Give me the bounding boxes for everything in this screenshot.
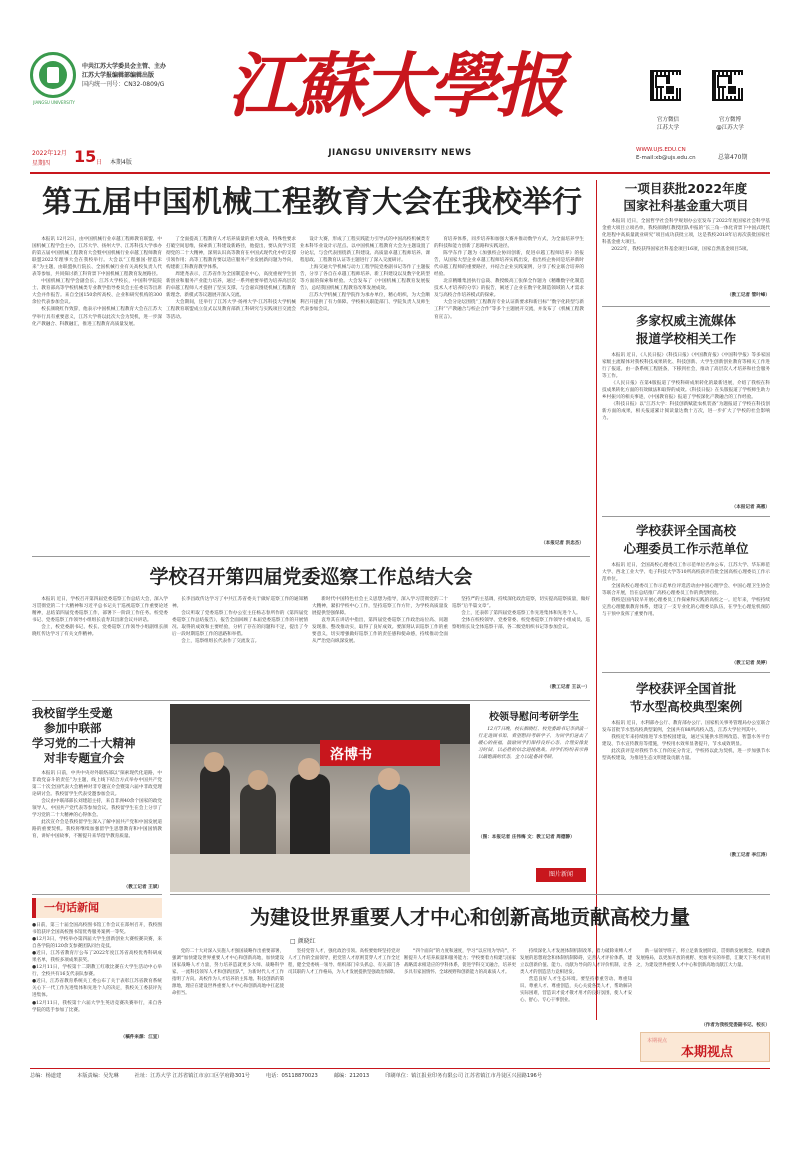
qr-code-icon	[650, 70, 681, 101]
sec3-reporter: （教工记者 王斌）	[123, 885, 162, 890]
paragraph: 中国机械工程学会副会长、江苏大学校长，中国科学院院士、教育部高等学校机械类专业教学指导委员会主任委员等出席大会并作报告。来自全国150余所高校、企业和研究机构的300余位代表参加会议。	[32, 279, 162, 306]
feature-col-1	[172, 948, 284, 1052]
website-link[interactable]: WWW.UJS.EDU.CN	[636, 147, 686, 153]
paragraph: 营造良好人才生态环境。要坚持尊重劳动、尊重知识、尊重人才、尊重创造，关心关爱各类人才，帮助解决实际困难，营造识才爱才敬才用才的良好氛围，使人才安心、舒心、专心干事创业。	[520, 977, 632, 1004]
headline-line: 节水型高校典型案例	[629, 699, 743, 714]
paragraph: 新时代中国特色社会主义思想为指导，深入学习贯彻党的二十大精神，紧扣学校中心工作，坚持巡察工作方针，为学校高质量发展提供坚强保障。	[312, 597, 448, 617]
cn-number: 国内统一刊号：CN32-0809/G	[82, 81, 165, 88]
headline-line: 参加中联部	[44, 721, 102, 735]
qr-label-text: @江苏大学	[716, 125, 744, 131]
wechat-qr	[650, 70, 681, 101]
paragraph: 我校近年来持续推进节水型校园建设，通过实施供水管网改造、智慧水务平台建设、节水宣传教育等措施，学校用水效率显著提升，节水成效明显。	[602, 735, 770, 748]
paragraph: 校长颜晓红作致辞，他表示中国机械工程教育大会在江苏大学举行具有重要意义，江苏大学将以此次大会为契机，进一步深化产教融合、科教融汇，推进工程教育高质量发展。	[32, 307, 162, 327]
paragraph: 陈学东作了题为《加强校企协同创新，促进卓越工程师培养》的报告，从国家大型企业卓越工程师培养实践出发，指出校企协同是培养新时代卓越工程师的重要路径，并结合企业实践案例，分享了校企联合培养的经验。	[434, 251, 584, 278]
paragraph: 江苏大学机械工程学院作为承办单位，精心组织，为大会顺利召开提供了有力保障。学校相关职能部门、学院负责人及师生代表参加会议。	[300, 293, 430, 313]
sec2-reporter: （教工记者 王以一）	[547, 685, 590, 690]
headline-line: 对非专题宣介会	[44, 751, 125, 765]
feature-headline: 为建设世界重要人才中心和创新高地贡献高校力量	[250, 905, 690, 929]
brief-item: ●近日，江苏省教育系统关工委公布了关于表彰江苏省教育系统关心下一代工作先进集体和先进个人的决定，我校关工委获评先进集体。	[32, 979, 162, 999]
masthead-divider	[30, 172, 770, 174]
headline-line: 国家社科基金重大项目	[623, 198, 749, 213]
qr2-label	[700, 116, 760, 132]
photo-caption	[478, 726, 588, 832]
paragraph: 全体在校校领导、党委常委、校党委巡察工作领导小组成员、巡察组组长及全体巡察干部，各二级党组织书记等参加会议。	[452, 618, 590, 631]
promo-box[interactable]	[640, 1032, 770, 1062]
lead-col-4	[434, 236, 584, 540]
headline-line: 学习党的二十大精神	[32, 736, 136, 750]
newspaper-title: 江蘇大學报	[227, 44, 563, 127]
sponsor-line: 中共江苏大学委员会主管、主办	[82, 63, 167, 70]
paragraph: 会议由中联部部长刘建超主持，来自非洲40余个国家的政党领导人、中国共产党代表等参加会议。我校留学生在会上分享了学习党的二十大精神的心得体会。	[32, 799, 162, 819]
qr-label-text: 官方微博	[718, 117, 741, 123]
right2-headline	[602, 312, 770, 348]
paragraph: 《人民日报》在第4版报道了学校科研成果转化的最新进展，介绍了我校在科技成果转化方面的有效做法和取得的成效。《科技日报》在头版报道了学校师生助力乡村振兴的相关事迹，《中国教育报》报道了学校深化产教融合的工作经验。	[602, 381, 770, 401]
paragraph: 会议听取了党委巡察工作办公室主任杨志春所作的《第四届党委巡察工作总结报告》，报告全面回顾了本届党委巡察工作的开展情况、取得的成效和主要经验，分析了存在的问题和不足，提出了今后一段时期巡察工作的思路和举措。	[172, 611, 308, 638]
promo-title: 本期视点	[681, 1045, 734, 1060]
paragraph: 本报讯 近日，全国高校心理委员工作示范单位名单公布，江苏大学、华东师范大学、西北工业大学、电子科技大学等10所高校获评首批全国高校心理委员工作示范单位。	[602, 563, 770, 583]
paragraph: 此次宣介会是我校留学生深入了解中国共产党和中国发展道路的重要契机。我校将继续加强留学生思想教育和中国国情教育，讲好中国故事，不断提升来华留学教育质量。	[32, 820, 162, 840]
sec2-headline: 学校召开第四届党委巡察工作总结大会	[149, 566, 473, 588]
briefs-header	[32, 898, 162, 918]
weekday-text: 星期四	[32, 160, 51, 167]
news-photo	[170, 704, 470, 892]
feature-col-4	[520, 948, 632, 1052]
date-block	[32, 148, 196, 170]
headline-line: 报道学校相关工作	[635, 331, 736, 346]
brief-item: ●12月3日，学校举办第四届大学生创新创业大赛校赛决赛，来自各学院的120余支参赛团队同台竞技。	[32, 937, 162, 950]
feature-col-3	[404, 948, 516, 1052]
lead-col-1	[32, 236, 162, 551]
right1-headline	[602, 180, 770, 214]
footer-duty-editor: 本版责编：吴先琳	[77, 1073, 119, 1079]
day-suffix: 日	[96, 159, 103, 166]
headline-line: 多家权威主流媒体	[635, 313, 736, 328]
paragraph: 此次获评是对我校节水工作的充分肯定，学校将以此为契机，进一步加强节水型高校建设，为推进生态文明建设贡献力量。	[602, 749, 770, 762]
paragraph: 大会分论坛围绕“工程教育专业认证新要求和新目标”“数字化转型与新工科”“产教融合与校企合作”等多个主题展开交流，并发布了《机械工程教育宣言》。	[434, 300, 584, 320]
paragraph: 北京精雕集团执行总裁、教授级高工张保全作题为《精雕数字化制造技术人才培养的分享》的报告，阐述了企业在数字化制造领域的人才需求及与高校合作培养模式的探索。	[434, 279, 584, 299]
paragraph: “四个面向”的力度和速度，学习“以应用为导向”，不断提升人才培养质量和服务能力；学校要着力构建与国家战略需求相适应的学科体系，促进学科交叉融合，培养更多具有家国情怀、全球视野和创新能力的高素质人才。	[404, 949, 516, 976]
divider	[602, 516, 770, 517]
brief-item: ●日前，第三十届全国高校图书馆工作会议在郑州召开，我校图书馆获评全国高校图书馆优秀服务案例一等奖。	[32, 923, 162, 936]
brief-item: ●12月11日，我校第十六届大学生英语竞赛决赛举行，来自各学院的选手参加了比赛。	[32, 1000, 162, 1013]
footer-print: 印刷单位：镇江报业印务有限公司 江苏省镇江市丹徒区兴园路196号	[385, 1073, 543, 1079]
photo-caption-box	[476, 704, 592, 892]
paragraph: 全国高校心理委员工作示范单位评选活动由中国心理学会、中国心理卫生协会等联合开展，旨在总结推广高校心理委员工作的典型经验。	[602, 584, 770, 597]
right2-reporter: （本报记者 高惠）	[731, 505, 770, 510]
headline-line: 一项目获批2022年度	[624, 181, 748, 196]
headline-line: 学校获评全国首批	[635, 681, 736, 696]
photo-sign-text: 洛博书	[330, 747, 372, 763]
qr-label-text: 官方微信	[656, 117, 679, 123]
day-number: 15	[74, 147, 97, 166]
photo-news-badge: 图片新闻	[536, 868, 586, 882]
right1-body	[602, 218, 770, 288]
divider	[32, 556, 590, 557]
sponsor-block	[82, 62, 166, 89]
university-logo	[30, 52, 76, 98]
right3-body	[602, 562, 770, 658]
edition-text: 本期4版	[110, 159, 132, 166]
weibo-qr	[712, 70, 743, 101]
right3-reporter: （教工记者 吴婷）	[731, 661, 770, 666]
date-text: 2022年12月	[32, 150, 67, 157]
photo-credit: （图：本报记者 庄伟梅 文：教工记者 周德静）	[478, 835, 575, 840]
lead-reporter: （本报记者 洪忠杰）	[541, 541, 584, 546]
paragraph: 会上，校党委副书记、校长、党委巡察工作领导小组副组长颜晓红传达学习了有关文件精神。	[32, 625, 168, 638]
headline-line: 我校留学生受邀	[32, 706, 113, 720]
paragraph: 周建尧表示，江苏省作为全国制造业中心，高度重视学生创新创业和服务产业能力培养，通过一系列重要举措为培养高层次的卓越工程师人才提供了坚实支撑。与会嘉宾围绕机械工程教育新理念、新模式等议题展开深入交流。	[166, 272, 296, 299]
paragraph: 本报讯 近日，全国哲学社会科学规划办公室发布了2022年度国家社会科学基金重大项目立项名单，我校颜晓红教授团队申报的“长三角一体化背景下中国式现代化进程中高质量就业研究”项目成功获批立项，这是我校2018年后再次获批国家社科基金重大项目。	[602, 219, 770, 246]
paragraph: 设计大赛，形成了工程实践能力引导式的中国高校机械类专业本科毕业设计示范点。以中国机械工程教育大会为主题设置了分论坛，与会代表围绕新工科建设、高质量卓越工程师培养、课程思政、工程教育认证等主题进行了深入交流研讨。	[300, 237, 430, 264]
paragraph: 我校是国内较早开展心理委员工作探索和实践的高校之一。近年来，学校持续完善心理健康教育体系，建设了一支专业化的心理委员队伍，在学生心理危机预防与干预中发挥了重要作用。	[602, 598, 770, 618]
issue-number: 总第470期	[718, 154, 748, 161]
sec2-col-3	[312, 596, 448, 694]
paragraph: 本报讯 日前，中共中央对外联络部以“探索现代化道路，中非政党奋斗的责任”为主题，线上线下结合方式举办中国共产党第二十次全国代表大会精神对非专题宣介会暨第六届中非政党理论研讨会。我校留学生代表受邀参加会议。	[32, 771, 162, 798]
logo-text: JIANGSU UNIVERSITY	[33, 100, 75, 105]
footer-editor: 总编：杨道建	[30, 1073, 62, 1079]
paragraph: 新一届领导班子，将立足新发展阶段，贯彻新发展理念，构建新发展格局，以更加开放的视野、更加务实的举措，汇聚天下英才而用之，为建设世界重要人才中心和创新高地贡献江大力量。	[636, 949, 770, 969]
feature-byline: □ 颜晓红	[290, 938, 316, 945]
sec3-headline	[32, 706, 162, 766]
paragraph: 党的二十大对深入实施人才强国战略作出重要部署，强调“加快建设世界重要人才中心和创新高地，加快建设国家战略人才力量，努力培养造就更多大师、战略科学家、一流科技领军人才和创新团队”，为新时代人才工作指明了方向。高校作为人才培养的主阵地、科技创新的策源地，理应在建设世界重要人才中心和创新高地中扛起使命担当。	[172, 949, 284, 997]
footer-zip: 邮编：212013	[333, 1073, 370, 1079]
lead-col-2	[166, 236, 296, 551]
right2-body	[602, 352, 770, 502]
paragraph: 《科技日报》以“江苏大学：科技创新赋能农机装备”为题报道了学校在科技创新方面的成果，相关报道累计阅读量达数十万次，进一步扩大了学校的社会影响力。	[602, 402, 770, 422]
briefs-list	[32, 922, 162, 1032]
paragraph: 本报讯 12月2日，由中国机械行业卓越工程师教育联盟、中国机械工程学会主办，江苏大学、扬州大学、江苏科技大学承办的第五届中国机械工程教育大会暨中国机械行业卓越工程师教育联盟2022年理事大会在我校举行。大会以“工程强国·智造未来”为主题，由联盟执行院长、全国机械行业有关高校负责人代表等参加，共同探讨新工科背景下中国机械工程教育发展路径。	[32, 237, 162, 278]
paragraph: 12月7日晚，校长颜晓红、校党委副书记李洪波一行走进图书馆，看望慰问考研学子，为同学们送去了暖心的祝福，鼓励同学们保持良好心态，合理安排复习时间，以必胜的信念迎接挑战。同学们纷纷表示将以最饱满的状态，全力以赴备战考研。	[478, 727, 588, 761]
qr-code-icon	[712, 70, 743, 101]
paragraph: 袁寿其在讲话中指出，第四届党委巡察工作政治站位高、问题发现准、整改推动实，取得了良好成效。要深刻认识巡察工作的重要意义，切实增强做好巡察工作的责任感和使命感，持续推动全面从严治党向纵深发展。	[312, 618, 448, 645]
newspaper-title-en: JIANGSU UNIVERSITY NEWS	[328, 148, 472, 158]
feature-col-5	[636, 948, 770, 1022]
right4-reporter: （教工记者 李江涛）	[727, 853, 770, 858]
headline-line: 心理委员工作示范单位	[623, 541, 749, 556]
sec2-col-2	[172, 596, 308, 694]
paragraph: 本报讯 近日，学校召开第四届党委巡察工作总结大会，深入学习贯彻党的二十大精神和习近平总书记关于巡视巡察工作重要论述精神，总结第四届党委巡察工作，部署下一阶段工作任务。校党委书记、党委巡察工作领导小组组长袁寿其出席会议并讲话。	[32, 597, 168, 624]
qr-label-text: 江苏大学	[656, 125, 679, 131]
sponsor-line: 江苏大学报编辑部编辑出版	[82, 72, 155, 79]
feature-col-2	[288, 948, 400, 1052]
paragraph: 2022年，我校获得国家社科基金项目16项，国家自然基金项目5项。	[611, 247, 752, 253]
paragraph: 长李昌政传达学习了中共江苏省委关于做好巡察工作的通知精神。	[172, 597, 308, 610]
footer-divider	[30, 1068, 770, 1069]
footer-phone: 电话：05118870023	[265, 1073, 318, 1079]
divider	[32, 700, 590, 701]
footer-address: 社址：江苏大学 江苏省镇江市京口区学府路301号	[134, 1073, 250, 1079]
paragraph: 会上，巡察组组长代表作了交流发言。	[181, 639, 260, 645]
paragraph: 本报讯 近日，水利部办公厅、教育部办公厅、国家机关事务管理局办公室联合发布首批节水型高校典型案例，全国共有88所高校入选，江苏大学位列其中。	[602, 721, 770, 734]
divider	[602, 672, 770, 673]
paragraph: 了全面提高工程教育人才培养质量的重大使命，特殊性要求打破空间思维，探索新工科建设新路径，他提出，要认真学习贯彻党的二十大精神，深刻认识高等教育在中国式现代化中的支撑引领作用；高等工程教育要以适应服务产业发展新问题为导向，构建新工科教育教学体系。	[166, 237, 296, 271]
email-link[interactable]: E-mail:xb@ujs.edu.cn	[636, 155, 696, 161]
sec3-body	[32, 770, 162, 882]
lead-col-3	[300, 236, 430, 551]
brief-item: ●近日，江苏省教育厅公布了2022年度江苏省高校优秀科研成果名单，我校多项成果获奖。	[32, 951, 162, 964]
paragraph: 上海交通大学机械与动力工程学院党委副书记等作了主题报告，分享了各自在卓越工程师培养、新工科建设以及数字化转型等方面的探索和经验。大会发布了《中国机械工程教育发展报告》，总结我国机械工程教育改革发展成效。	[300, 265, 430, 292]
briefs-title: 一句话新闻	[44, 901, 99, 914]
sec2-col-4	[452, 596, 590, 684]
qr1-label	[640, 116, 696, 132]
right4-body	[602, 720, 770, 850]
divider	[602, 306, 770, 307]
lead-headline: 第五届中国机械工程教育大会在我校举行	[42, 185, 582, 220]
photo-caption-title: 校领导慰问考研学生	[489, 712, 579, 723]
brief-item: ●12月11日，学校第十二期教工红歌比赛在大学生活动中心举行，全校共有16支代表队参赛。	[32, 965, 162, 978]
paragraph: 会上，还表彰了第四届党委巡察工作先进集体和先进个人。	[461, 611, 581, 617]
paragraph: 本报讯 近日，《人民日报》《科技日报》《中国教育报》《中国科学报》等多家国家级主流媒体对我校科技成果转化、科技创新、大学生创新创业教育等相关工作进行了报道。由一条系统工程链条，下移到社会，推动了高层次人才培养和社会服务等工作。	[602, 353, 770, 380]
divider	[32, 894, 162, 895]
feature-reporter: （作者为我校党委副书记、校长）	[701, 1023, 770, 1028]
right1-reporter: （教工记者 管叶峰）	[727, 293, 770, 298]
right3-headline	[602, 522, 770, 558]
footer	[30, 1072, 770, 1079]
headline-line: 学校获评全国高校	[635, 523, 736, 538]
paragraph: 坚持严的主基调，持续深化政治巡察，切实提高巡察质量，做好巡察“后半篇文章”。	[452, 597, 590, 610]
right4-headline	[602, 680, 770, 716]
sec2-col-1	[32, 596, 168, 694]
promo-small-text: 本期视点	[647, 1038, 668, 1044]
paragraph: 坚持党管人才，强化政治引领。高校要始终坚持党对人才工作的全面领导，把党管人才原则贯穿人才工作全过程，健全党委统一领导、组织部门牵头抓总、有关部门各司其职的人才工作格局，为人才发展提供坚强政治保障。	[288, 949, 400, 976]
paragraph: 大会期间，还举行了江苏大学·扬州大学·江苏科技大学机械工程教育联盟成立仪式以及教育部新工科研究与实践项目交流会等活动。	[166, 300, 296, 320]
paragraph: 持续深化人才发展体制机制改革，着力破除束缚人才发展的思想观念和体制机制障碍，完善人才评价体系，建立以创新价值、能力、贡献为导向的人才评价机制，让各类人才的创造活力竞相迸发。	[520, 949, 632, 976]
briefs-source: （稿件来源：江宣）	[120, 1035, 162, 1040]
divider	[170, 894, 770, 895]
paragraph: 育培养体系，同步培养和加强大赛并推动数学方式，为全面培养学生的科技和能力创新了思路和实践途径。	[434, 237, 584, 250]
